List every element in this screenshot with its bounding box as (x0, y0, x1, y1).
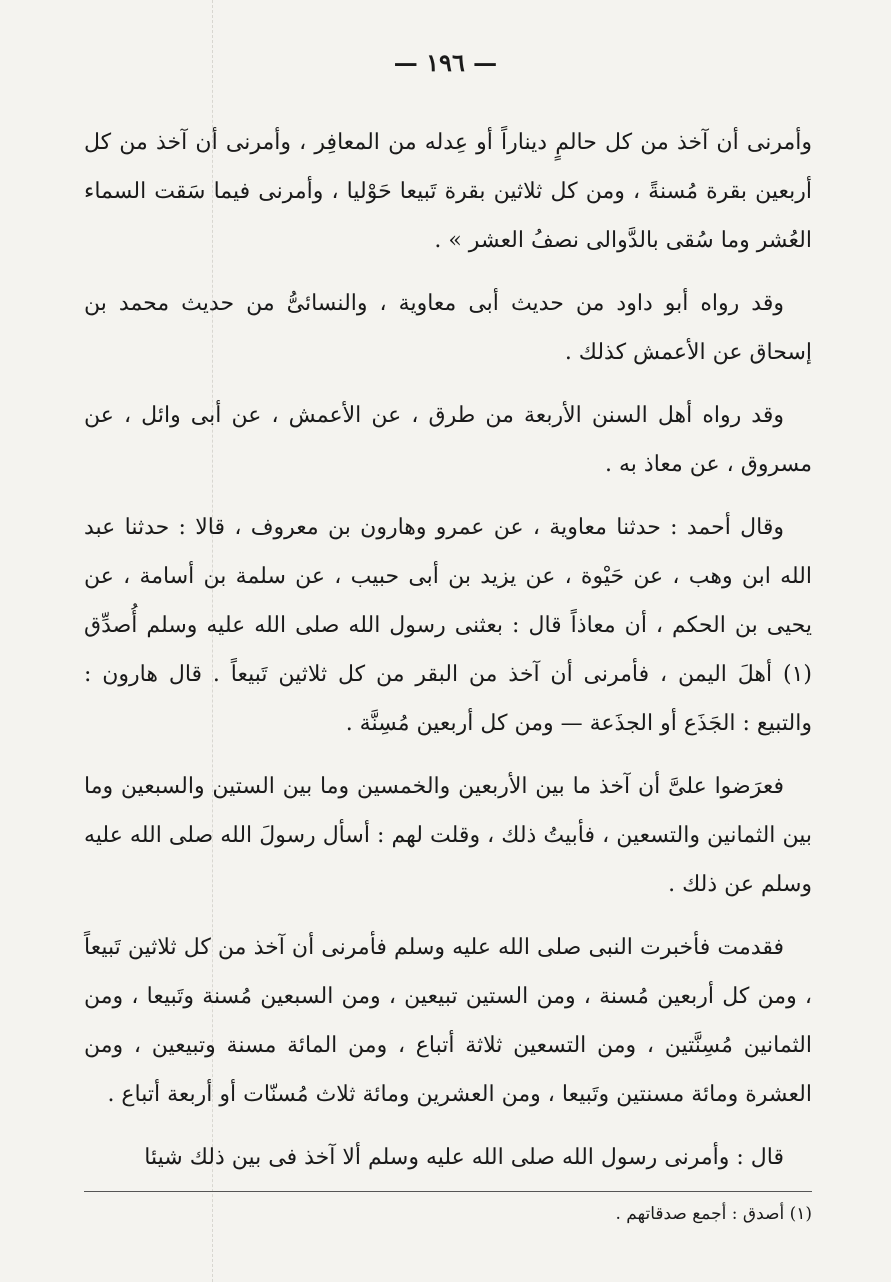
main-text (84, 118, 812, 1196)
footnote-divider (84, 1191, 812, 1192)
paragraph-4: وقال أحمد : حدثنا معاوية ، عن عمرو وهارون بن معروف ، قالا : حدثنا عبد الله ابن وهب ، عن حَيْوة ، عن يزيد بن أبى حبيب ، عن سلمة بن أسامة ، عن يحيى بن الحكم ، أن معاذاً قال : بعثنى رسول الله صلى الله عليه وسلم أُصدِّق (١) أهلَ اليمن ، فأمرنى أن آخذ من البقر من كل ثلاثين تَبيعاً . قال هارون : والتبيع : الجَذَع أو الجذَعة — ومن كل أربعين مُسِنَّة . (84, 515, 812, 736)
paragraph-2: وقد رواه أبو داود من حديث أبى معاوية ، والنسائىُّ من حديث محمد بن إسحاق عن الأعمش كذلك . (84, 291, 812, 365)
footnote: (١) أصدق : أجمع صدقاتهم . (615, 1204, 812, 1224)
paragraph-3: وقد رواه أهل السنن الأربعة من طرق ، عن الأعمش ، عن أبى وائل ، عن مسروق ، عن معاذ به . (84, 403, 812, 477)
paragraph-5: فعرَضوا علىَّ أن آخذ ما بين الأربعين والخمسين وما بين الستين والسبعين وما بين الثمانين والتسعين ، فأبيتُ ذلك ، وقلت لهم : أسأل رسولَ الله صلى الله عليه وسلم عن ذلك . (84, 774, 812, 897)
paragraph-1: وأمرنى أن آخذ من كل حالمٍ ديناراً أو عِدله من المعافِر ، وأمرنى أن آخذ من كل أربعين بقرة مُسنةً ، ومن كل ثلاثين بقرة تَبيعا حَوْليا ، وأمرنى فيما سَقت السماء العُشر وما سُقى بالدَّوالى نصفُ العشر » . (84, 130, 812, 253)
paragraph-6: فقدمت فأخبرت النبى صلى الله عليه وسلم فأمرنى أن آخذ من كل ثلاثين تَبيعاً ، ومن كل أربعين مُسنة ، ومن الستين تبيعين ، ومن السبعين مُسنة وتَبيعا ، ومن الثمانين مُسِنَّتين ، ومن التسعين ثلاثة أتباع ، ومن المائة مسنة وتبيعين ، ومن العشرة ومائة مسنتين وتَبيعا ، ومن العشرين ومائة ثلاث مُسنّات أو أربعة أتباع . (84, 935, 812, 1107)
page-number: — ١٩٦ — (393, 48, 498, 77)
paragraph-7: قال : وأمرنى رسول الله صلى الله عليه وسلم ألا آخذ فى بين ذلك شيئا (144, 1145, 784, 1170)
